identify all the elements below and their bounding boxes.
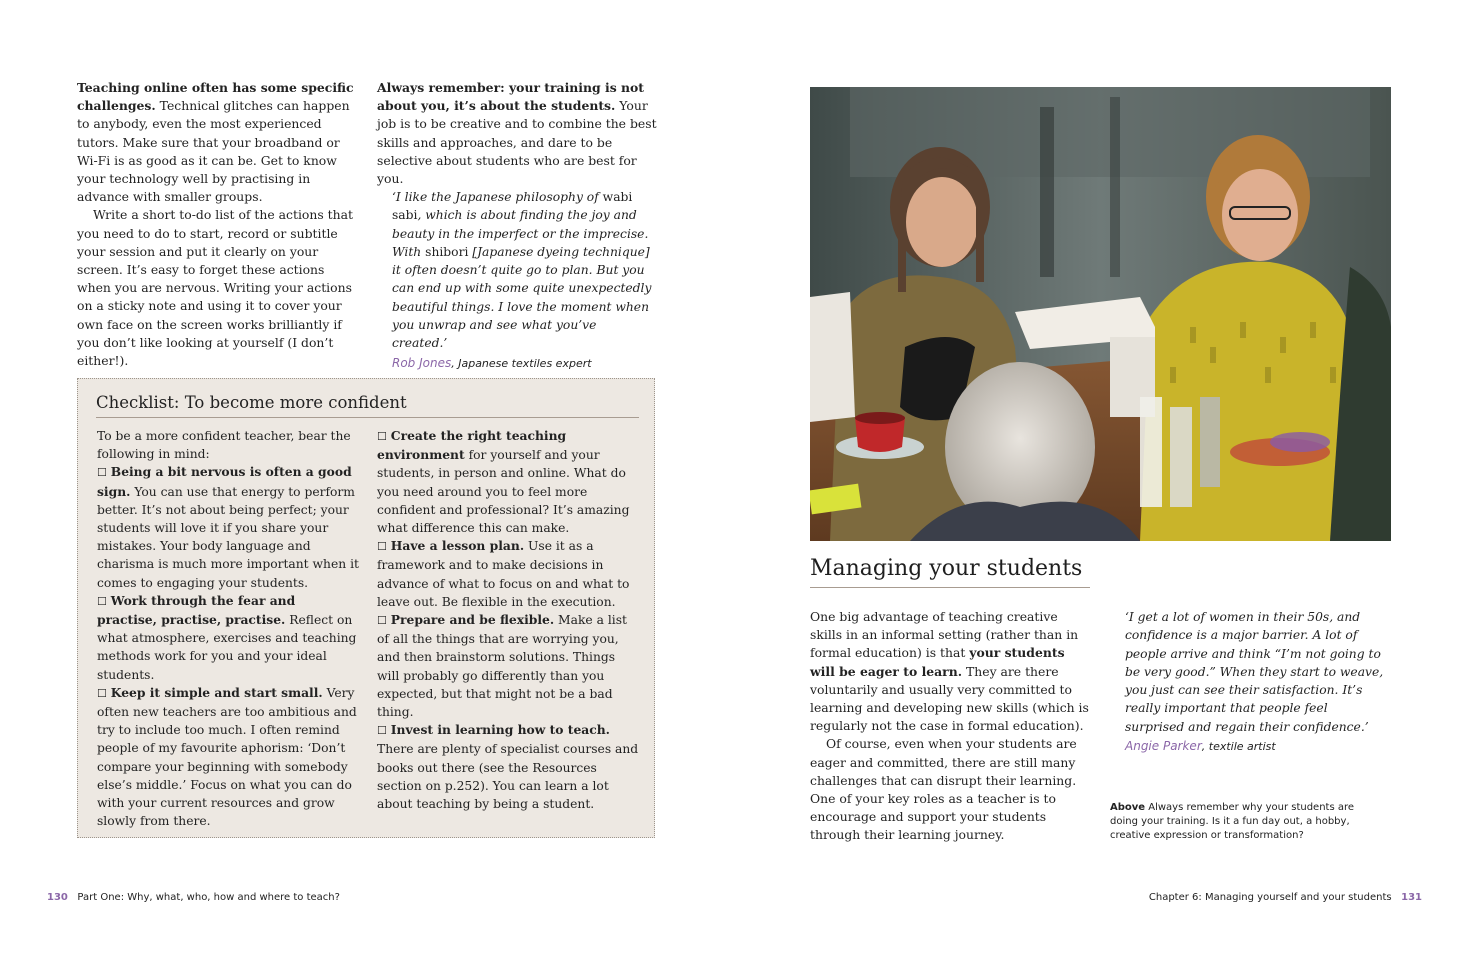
quote-attribution: Angie Parker, textile artist: [1125, 739, 1276, 754]
left-page-footer: [47, 892, 447, 903]
right-page-footer: [1030, 892, 1422, 903]
paragraph-always-remember: Always remember: your training is not about you, it’s about the students. Your job is to be creative and to combine the best skills and approaches, and dare to be selective about students who are best for you.: [377, 80, 657, 187]
checkbox-icon: ☐: [97, 594, 107, 608]
checkbox-icon: ☐: [97, 686, 107, 700]
checklist-item: ☐ Create the right teaching environment for yourself and your students, in person and online. What do you need around you to feel more confident and professional? It’s amazing what difference this can make.: [377, 428, 630, 536]
paragraph-informal-setting: One big advantage of teaching creative skills in an informal setting (rather than in formal education) is that your students will be eager to learn. They are there voluntarily and usually very committed to learning and developing new skills (which is regularly not the case in formal education).: [810, 609, 1089, 734]
checklist-intro: To be a more confident teacher, bear the following in mind:: [97, 429, 351, 462]
pull-quote-angie-parker: ‘I get a lot of women in their 50s, and confidence is a major barrier. A lot of people arrive and think “I’m not going to be very good.” When they start to weave, you just can see their satisfaction. It’s really important that people feel surprised and regain their confidence.’ Angie Parker, textile artist: [1125, 608, 1387, 755]
quote-attribution: Rob Jones, Japanese textiles expert: [392, 355, 592, 370]
checklist-item: ☐ Invest in learning how to teach. There are plenty of specialist courses and books out there (see the Resources section on p.252). You can learn a lot about teaching by being a student.: [377, 722, 639, 812]
checkbox-icon: ☐: [377, 430, 387, 443]
checkbox-icon: ☐: [377, 540, 387, 554]
checklist-title: Checklist: To become more confident: [96, 393, 639, 418]
checklist-item: ☐ Being a bit nervous is often a good sign. You can use that energy to perform better. It’s not about being perfect; your students will love it if you share your mistakes. Your body language and charisma is much more important when it comes to engaging your students.: [97, 464, 359, 590]
page-number: 130: [47, 892, 68, 903]
checkbox-icon: ☐: [377, 724, 387, 738]
sewing-workshop-image: [810, 87, 1391, 541]
paragraph-online-challenges: Teaching online often has some specific challenges. Technical glitches can happen to anybody, even the most experienced tutors. Make sure that your broadband or Wi-Fi is as good as it can be. Get to know your technology well by practising in advance with smaller groups.: [77, 80, 354, 205]
checklist-item: ☐ Work through the fear and practise, practise, practise. Reflect on what atmosphere, exercises and teaching methods work for you and your ideal students.: [97, 592, 357, 682]
paragraph-challenges: Of course, even when your students are eager and committed, there are still many challenges that can disrupt their learning. One of your key roles as a teacher is to encourage and support your students through their learning journey.: [810, 736, 1077, 843]
checklist-column-left: [97, 427, 359, 830]
page-number: 131: [1401, 892, 1422, 903]
checklist-item: ☐ Prepare and be flexible. Make a list of all the things that are worrying you, and then brainstorm solutions. Things will probably go differently than you expected, but that might not be a bad thing.: [377, 612, 627, 720]
attribution-name: Angie Parker: [1125, 739, 1202, 754]
section-heading: Managing your students: [810, 556, 1090, 588]
pull-quote-rob-jones: ‘I like the Japanese philosophy of wabi sabi, which is about finding the joy and beauty in the imperfect or the imprecise. With shibori [Japanese dyeing technique] it often doesn’t quite go to plan. But you can end up with some quite unexpectedly beautiful things. I love the moment when you unwrap and see what you’ve created.’ Rob Jones, Japanese textiles expert: [392, 188, 654, 372]
checkbox-icon: ☐: [97, 466, 107, 480]
left-column-1: [77, 79, 360, 370]
checklist-box: [77, 378, 655, 838]
right-column-body: [810, 608, 1090, 845]
checklist-item: ☐ Keep it simple and start small. Very often new teachers are too ambitious and try to include too much. I often remind people of my favourite aphorism: ‘Don’t compare your beginning with somebody else’s middle.’ Focus on what you can do with your current resources and grow slowly from there.: [97, 684, 357, 829]
left-column-2: [377, 79, 662, 188]
running-head: Chapter 6: Managing yourself and your students: [1148, 892, 1392, 903]
attribution-name: Rob Jones: [392, 355, 452, 370]
running-head: Part One: Why, what, who, how and where to teach?: [77, 892, 340, 903]
paragraph-todo-list: Write a short to-do list of the actions that you need to do to start, record or subtitle your session and put it clearly on your screen. It’s easy to forget these actions when you are nervous. Writing your actions on a sticky note and using it to cover your own face on the screen works brilliantly if you don’t like looking at yourself (I don’t either!).: [77, 207, 353, 369]
checklist-item: ☐ Have a lesson plan. Use it as a framework and to make decisions in advance of what to focus on and what to leave out. Be flexible in the execution.: [377, 538, 630, 609]
checklist-column-right: [377, 427, 639, 813]
photo-caption: Above Always remember why your students are doing your training. Is it a fun day out, a hobby, creative expression or transformation?: [1110, 802, 1355, 841]
workshop-photo: [810, 87, 1391, 541]
checkbox-icon: ☐: [377, 614, 387, 628]
